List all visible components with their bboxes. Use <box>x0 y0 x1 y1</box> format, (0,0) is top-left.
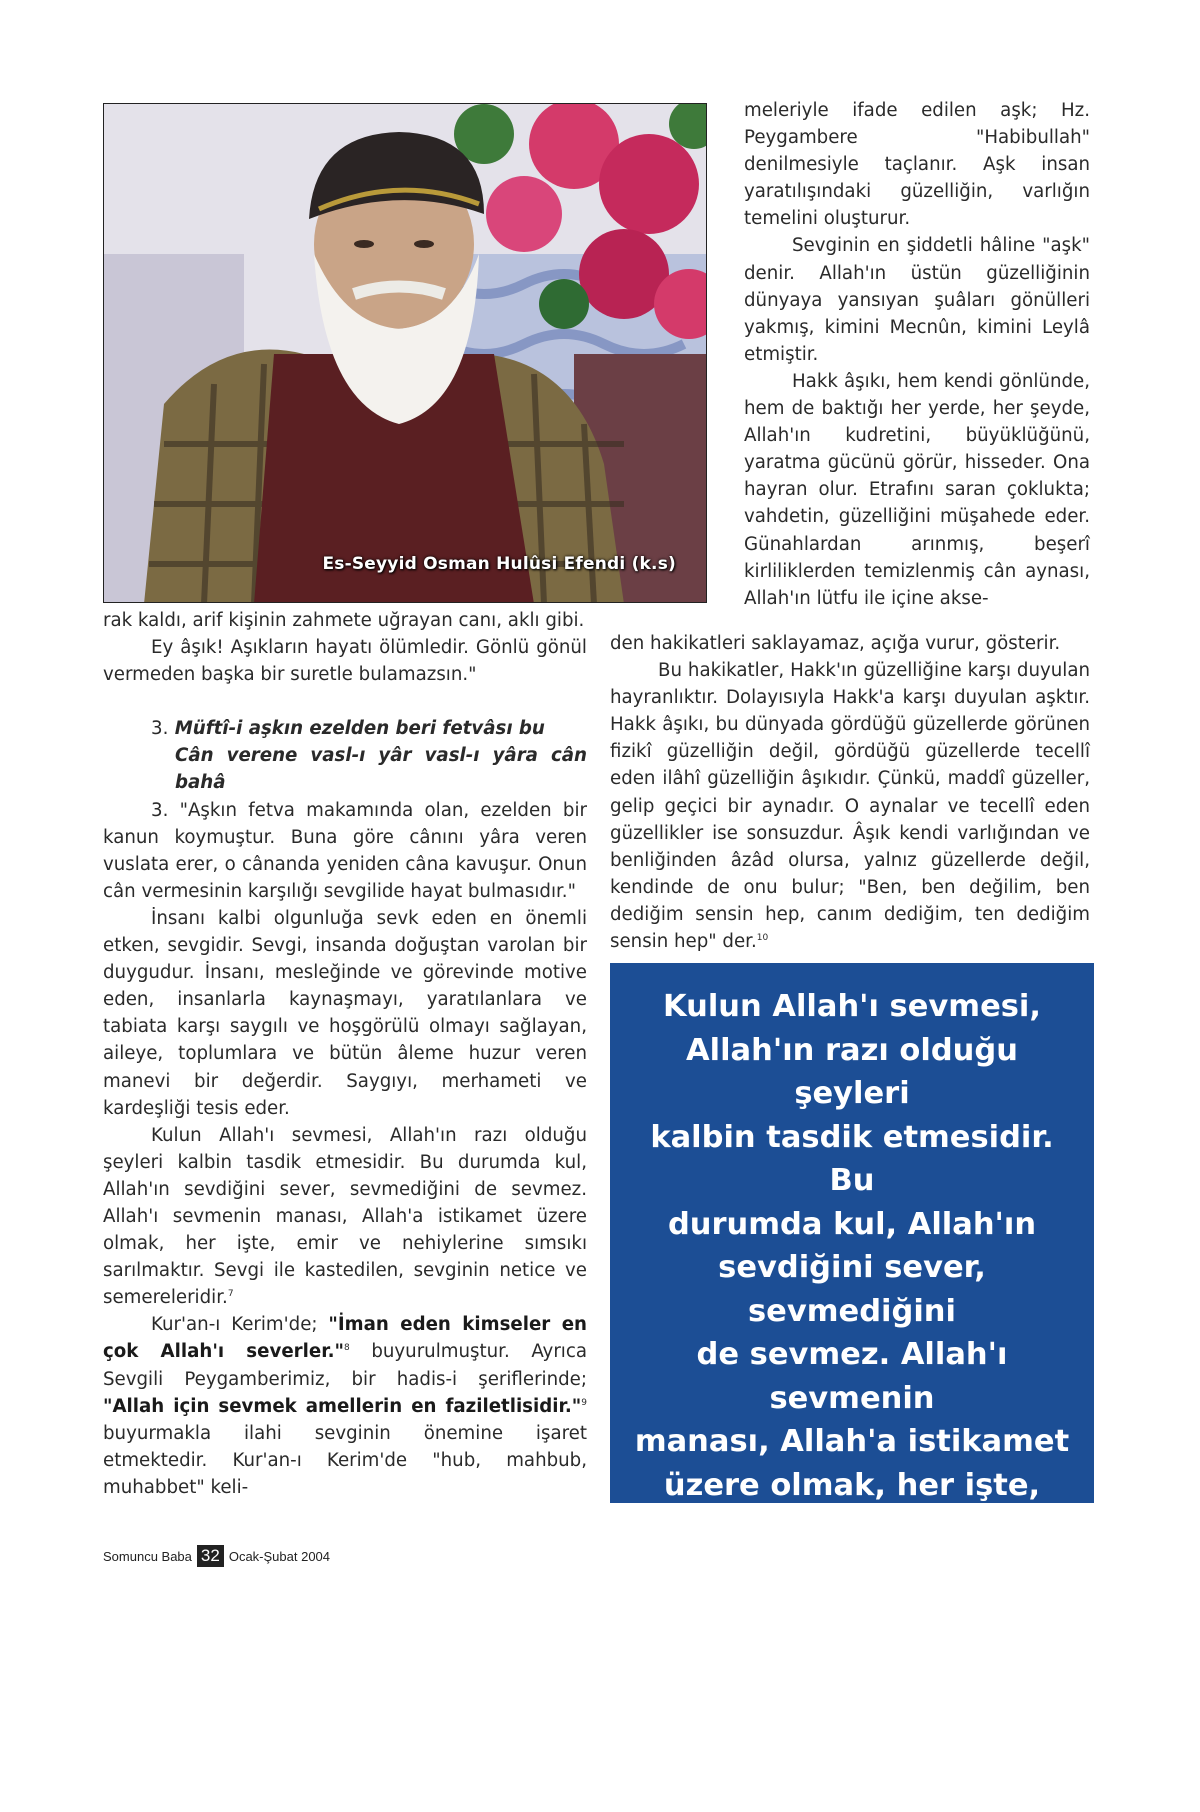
quote-bold: "İman eden kimseler en çok Allah'ı severler." <box>103 1314 587 1363</box>
footnote-ref: 8 <box>343 1343 350 1354</box>
pull-quote-line: ve nehiylerine sımsıkı sarıl- <box>664 1554 1040 1633</box>
verse-line-2: Cân verene vasl-ı yâr vasl-ı yâra cân bahâ <box>175 745 587 794</box>
paragraph-text: buyurmakla ilahi sevginin önemine işaret etmektedir. Kur'an-ı Kerim'de "hub, mahbub, muhabbet" keli- <box>103 1422 587 1498</box>
portrait-photo <box>103 103 707 603</box>
paragraph <box>103 1311 587 1501</box>
pull-quote <box>610 963 1094 1807</box>
pull-quote-line: kalbin tasdik etmesidir. Bu <box>650 1119 1054 1198</box>
paragraph-text: buyurulmuştur. Ayrıca Sevgili Peygamberimiz, bir hadis-i şeriflerinde; <box>103 1341 587 1390</box>
paragraph: rak kaldı, arif kişinin zahmete uğrayan canı, aklı gibi. <box>103 610 585 631</box>
photo-caption: Es-Seyyid Osman Hulûsi Efendi (k.s) <box>322 554 676 574</box>
paragraph: Ey âşık! Aşıkların hayatı ölümledir. Gönlü gönül vermeden başka bir suretle bulamazsın." <box>103 637 587 686</box>
pull-quote-line: manası, Allah'a istikamet <box>634 1424 1070 1459</box>
pull-quote-line: mereleridir. <box>752 1772 952 1807</box>
right-column-top <box>744 97 1090 612</box>
paragraph: Sevginin en şiddetli hâline "aşk" denir. Allah'ın üstün güzelliğinin dünyaya yansıyan şuâları gönülleri yakmış, kimini Mecnûn, kimini Leylâ etmiştir. <box>744 235 1090 365</box>
pull-quote-line: sevdiğini sever, sevmediğini <box>718 1250 986 1329</box>
left-column <box>103 607 587 1501</box>
quote-bold: "Allah için sevmek amellerin en faziletlisidir." <box>103 1395 582 1417</box>
paragraph: 3. "Aşkın fetva makamında olan, ezelden bir kanun koymuştur. Buna göre cânını yâra veren vuslata erer, o cânanda yeniden câna kavuşur. Onun cân vermesinin karşılığı sevgilide hayat bulmasıdır." <box>103 799 587 902</box>
footnote-ref: 7 <box>227 1289 234 1300</box>
page-footer <box>103 1545 330 1567</box>
magazine-name: Somuncu Baba <box>103 1548 192 1564</box>
pull-quote-line: de sevmez. Allah'ı sevmenin <box>696 1337 1008 1416</box>
pull-quote-line: Allah'ın razı olduğu şeyleri <box>686 1032 1018 1111</box>
paragraph-text: Kur'an-ı Kerim'de; <box>151 1314 329 1336</box>
paragraph: İnsanı kalbi olgunluğa sevk eden en önemli etken, sevgidir. Sevgi, insanda doğuştan varolan bir duygudur. İnsanı, mesleğinde ve görevinde motive eden, insanlarla kaynaşmayı, yaratılanlara ve tabiata karşı saygılı ve hoşgörülü olmayı sağlayan, aileye, toplumlara ve bütün âleme huzur veren manevi bir değerdir. Saygıyı, merhameti ve kardeşliği tesis eder. <box>103 907 587 1119</box>
pull-quote-line: üzere olmak, her işte, emir <box>663 1467 1041 1546</box>
footnote-ref: 10 <box>756 932 769 943</box>
paragraph-text: Bu hakikatler, Hakk'ın güzelliğine karşı duyulan hayranlıktır. Dolayısıyla Hakk'a karşı duyulan aşktır. Hakk âşıkı, bu dünyada gördüğü güzellerde görünen fizikî güzelliğin değil, gördüğü güzellerde tecellî eden ilâhî güzelliğin âşıkıdır. Çünkü, maddî güzeller, gelip geçici bir aynadır. O aynalar ve tecellî eden güzellikler ise sonsuzdur. Âşık kendi varlığından ve benliğinden âzâd olursa, yalnız güzellerde değil, kendinde de onu bulur; "Ben, ben değilim, ben dediğim sensin hep, canım dediğim, ten dediğim sensin hep" der. <box>610 660 1090 953</box>
paragraph <box>610 657 1090 955</box>
pull-quote-line: sevginin netice ve se- <box>664 1728 1040 1764</box>
page-number: 32 <box>197 1545 224 1567</box>
paragraph-text: Kulun Allah'ı sevmesi, Allah'ın razı olduğu şeyleri kalbin tasdik etmesidir. Bu durumda kul, Allah'ın sevdiğini sever, sevmediğini de sevmez. Allah'ı sevmenin manası, Allah'a istikamet üzere olmak, her işte, emir ve nehiylerine sımsıkı sarılmaktır. Sevgi ile kastedilen, sevginin netice ve semereleridir. <box>103 1124 587 1309</box>
paragraph: meleriyle ifade edilen aşk; Hz. Peygambere "Habibullah" denilmesiyle taçlanır. Aşk insan yaratılışındaki güzelliğin, varlığın temelini oluşturur. <box>744 100 1090 230</box>
verse-block <box>103 715 587 796</box>
pull-quote-line: maktır. Sevgi ile kastedilen, <box>713 1641 991 1720</box>
footnote-ref: 9 <box>581 1397 587 1408</box>
verse-number: 3. <box>151 718 169 740</box>
paragraph <box>103 1122 587 1312</box>
pull-quote-line: Kulun Allah'ı sevmesi, <box>663 989 1041 1024</box>
verse-text: Müftî-i aşkın ezelden beri fetvâsı bu <box>174 718 545 740</box>
right-column-middle <box>610 630 1090 955</box>
verse-line-1 <box>103 715 587 742</box>
portrait-illustration <box>104 104 707 603</box>
paragraph: Hakk âşıkı, hem kendi gönlünde, hem de baktığı her yerde, her şeyde, Allah'ın kudretini, büyüklüğünü, yaratma gücünü görür, hisseder. Ona hayran olur. Etrafını saran çoklukta; vahdetin, güzelliğini müşahede eder. Günahlardan arınmış, beşerî kirliliklerden temizlenmiş cân aynası, Allah'ın lütfu ile içine akse- <box>744 370 1090 609</box>
paragraph: den hakikatleri saklayamaz, açığa vurur, gösterir. <box>610 633 1061 654</box>
issue-date: Ocak-Şubat 2004 <box>228 1548 331 1564</box>
pull-quote-line: durumda kul, Allah'ın <box>667 1206 1037 1242</box>
